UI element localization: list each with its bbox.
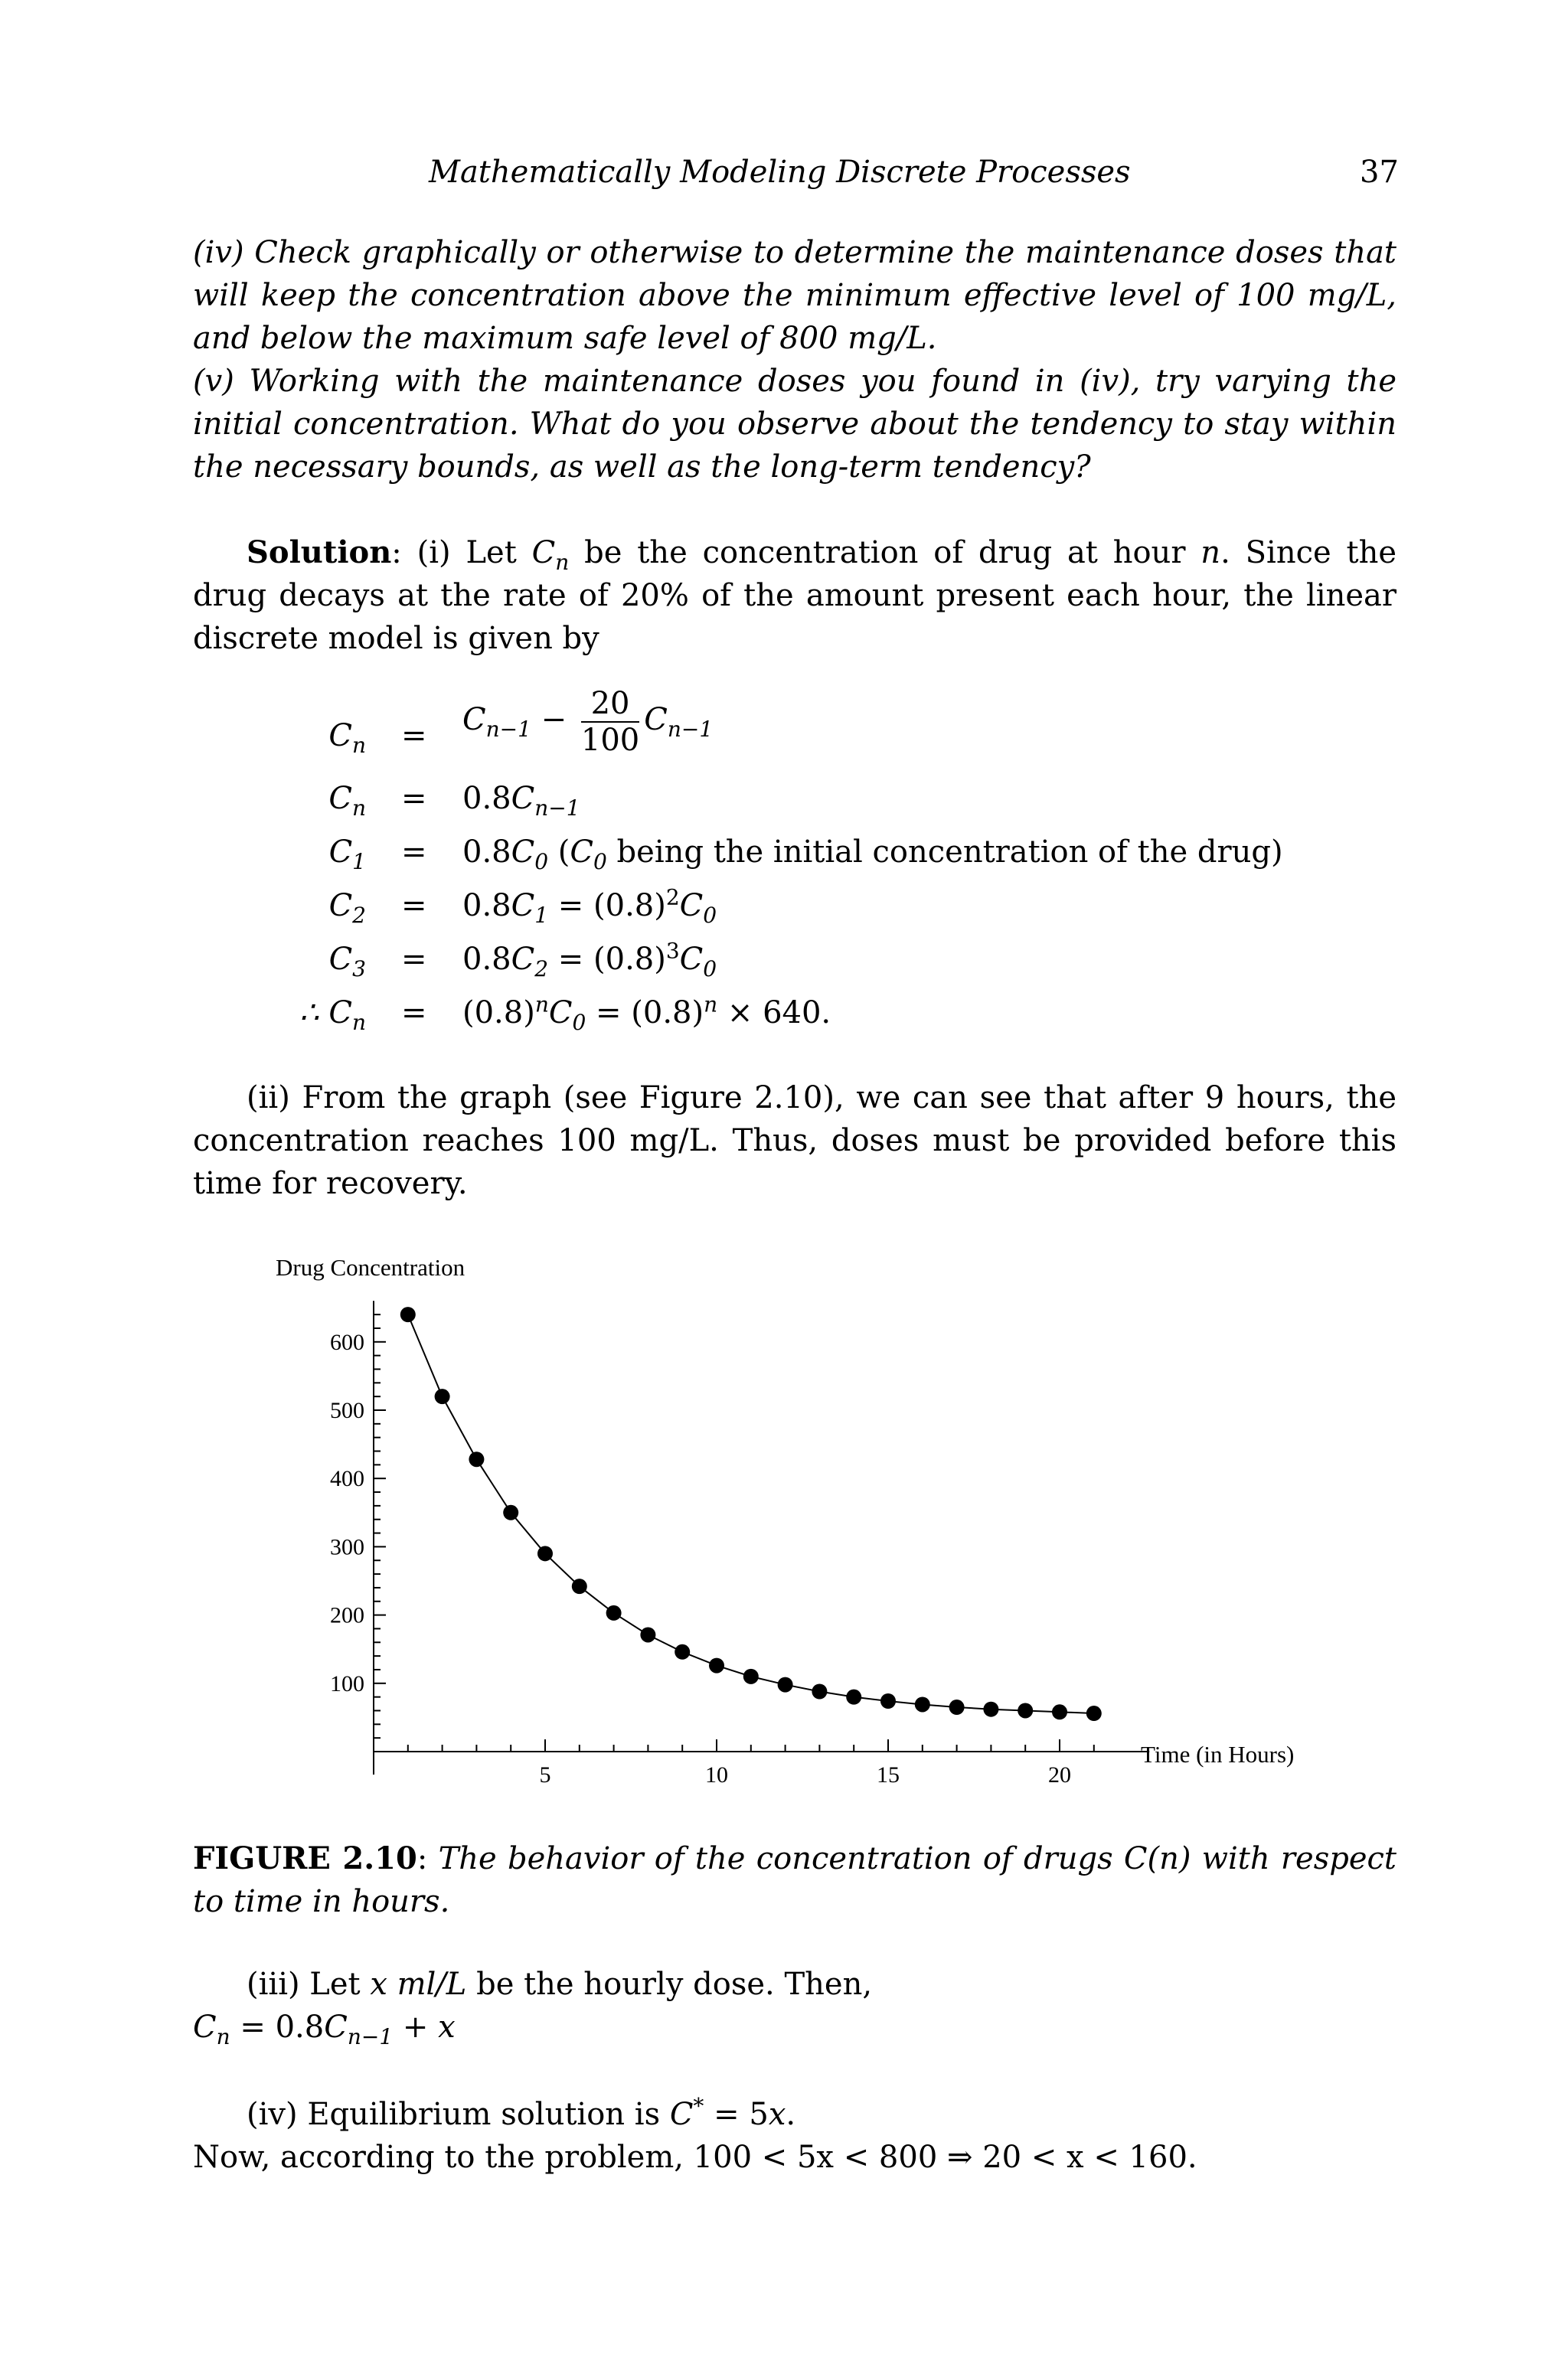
data-point xyxy=(949,1700,965,1715)
data-point xyxy=(1052,1704,1067,1719)
data-point xyxy=(572,1579,587,1594)
eq1-rhs: $C_{n-1}$ − $\frac{20}{100}$ $C_{n-1}$ xyxy=(462,686,714,758)
page-number: 37 xyxy=(1360,155,1399,190)
part-iii: (iii) Let x ml/L be the hourly dose. Then, $C_n = 0.8C_{n-1} + x$ xyxy=(193,1963,1396,2049)
part-iii-text-b: be the hourly dose. Then, xyxy=(466,1967,873,2002)
y-tick-label: 100 xyxy=(330,1670,364,1696)
chart-series xyxy=(400,1307,1102,1721)
solution-intro-text-2: be the concentration of drug at hour xyxy=(569,535,1201,570)
part-iv: (iv) Equilibrium solution is C* = 5x. Now, according to the problem, 100 < 5x < 800 ⇒ 20 < x < 160. xyxy=(193,2093,1396,2179)
y-tick-label: 200 xyxy=(330,1602,364,1628)
data-point xyxy=(435,1389,450,1404)
data-point xyxy=(709,1658,724,1674)
drug-concentration-chart xyxy=(253,1240,1340,1791)
x-tick-label: 20 xyxy=(1048,1762,1071,1788)
data-point xyxy=(846,1690,861,1705)
eq2-equals: = xyxy=(401,781,427,816)
x-tick-label: 15 xyxy=(877,1762,900,1788)
questions-block xyxy=(193,231,1396,488)
y-tick-label: 600 xyxy=(330,1329,364,1355)
eq1-lhs: $C_n$ xyxy=(328,718,366,758)
part-ii: (ii) From the graph (see Figure 2.10), we can see that after 9 hours, the concentration reaches 100 mg/L. Thus, doses must be provided before this time for recovery. xyxy=(193,1080,1396,1201)
data-point xyxy=(537,1546,553,1561)
figure-caption-text: The behavior of the concentration of drugs C(n) with respect to time in hours. xyxy=(193,1841,1396,1919)
eq5-lhs: $C_3$ xyxy=(328,942,366,981)
data-point xyxy=(640,1627,655,1642)
x-tick-label: 10 xyxy=(705,1762,728,1788)
running-header-title: Mathematically Modeling Discrete Processes xyxy=(429,155,1131,190)
x-tick-label: 5 xyxy=(539,1762,551,1788)
data-point xyxy=(743,1669,759,1684)
figure-label: FIGURE 2.10 xyxy=(193,1840,417,1876)
chart-y-axis-label: Drug Concentration xyxy=(276,1254,466,1281)
eq3-equals: = xyxy=(401,834,427,870)
part-iv-text-a: (iv) Equilibrium solution is xyxy=(247,2097,670,2132)
eq5-rhs: $0.8C_2 = (0.8)^3C_0$ xyxy=(462,938,717,981)
eq3-rhs: $0.8C_0$ ($C_0$ being the initial concentration of the drug) xyxy=(462,834,1283,874)
chart-x-axis-label: Time (in Hours) xyxy=(1141,1741,1295,1768)
eq1-equals: = xyxy=(401,718,427,753)
eq4-lhs: $C_2$ xyxy=(328,888,366,928)
eq5-equals: = xyxy=(401,942,427,977)
eq4-equals: = xyxy=(401,888,427,923)
y-tick-label: 300 xyxy=(330,1534,364,1560)
question-v: (v) Working with the maintenance doses you found in (iv), try varying the initial concentration. What do you observe about the tendency to stay within the necessary bounds, as well as the long-term tendency? xyxy=(193,364,1396,485)
data-point xyxy=(915,1696,930,1712)
solution-intro: Solution: (i) Let $C_n$ be the concentration of drug at hour n. Since the drug decays at the rate of 20% of the amount present each hour, the linear discrete model is given by xyxy=(193,534,1397,656)
solution-intro-text-1: : (i) Let xyxy=(391,535,532,570)
eq2-lhs: $C_n$ xyxy=(328,781,366,821)
y-tick-label: 500 xyxy=(330,1398,364,1423)
eq6-equals: = xyxy=(401,995,427,1030)
data-point xyxy=(469,1452,484,1467)
data-point xyxy=(778,1677,793,1693)
eq3-lhs: $C_1$ xyxy=(328,834,366,874)
eq6-rhs: $(0.8)^nC_0 = (0.8)^n \times 640$. xyxy=(462,991,831,1035)
eq3-note: being the initial concentration of the drug xyxy=(616,834,1271,870)
data-point xyxy=(400,1307,416,1322)
part-iv-text-b: Now, according to the problem, 100 < 5x < 800 ⇒ 20 < x < 160. xyxy=(193,2140,1197,2175)
data-point xyxy=(606,1605,622,1621)
data-point xyxy=(983,1702,998,1717)
data-point xyxy=(1086,1706,1102,1721)
data-point xyxy=(880,1693,896,1709)
y-tick-label: 400 xyxy=(330,1466,364,1492)
data-point xyxy=(1018,1703,1033,1718)
eq2-rhs: $0.8C_{n-1}$ xyxy=(462,781,580,821)
eq6-lhs: ∴ $C_n$ xyxy=(299,995,366,1035)
data-point xyxy=(503,1505,518,1520)
eq4-rhs: $0.8C_1 = (0.8)^2C_0$ xyxy=(462,884,717,928)
solution-intro-text-3: . Since the drug decays at the rate of 20% of the amount present each hour, the linear discrete model is given by xyxy=(193,535,1397,656)
part-iii-equation: $C_n = 0.8C_{n-1} + x$ xyxy=(193,2010,456,2049)
figure-caption: FIGURE 2.10: The behavior of the concentration of drugs C(n) with respect to time in hours. xyxy=(193,1840,1396,1919)
part-iii-text-a: (iii) Let xyxy=(247,1967,371,2002)
data-point xyxy=(675,1644,690,1660)
question-iv: (iv) Check graphically or otherwise to determine the maintenance doses that will keep the concentration above the minimum effective level of 100 mg/L, and below the maximum safe level of 800 mg/L. xyxy=(193,235,1396,356)
data-point xyxy=(812,1684,827,1700)
solution-label: Solution xyxy=(247,534,392,570)
